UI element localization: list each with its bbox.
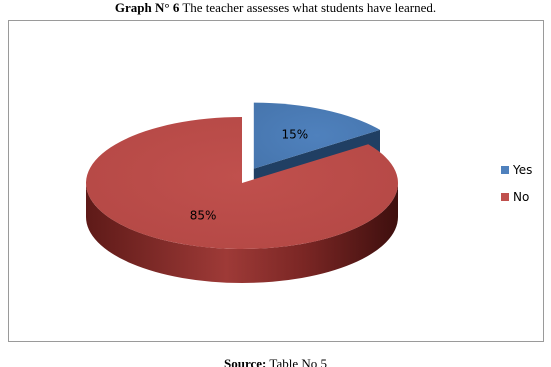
legend-swatch-no	[501, 193, 509, 201]
legend	[501, 163, 532, 204]
pie-chart	[9, 21, 545, 343]
source-note	[0, 356, 551, 367]
data-label-yes: 15%	[281, 127, 309, 142]
graph-caption-text: The teacher assesses what students have learned.	[179, 0, 437, 15]
source-text: Table No 5	[266, 356, 327, 367]
pie-slices	[86, 103, 398, 283]
legend-swatch-yes	[501, 166, 509, 174]
legend-label-no: No	[513, 190, 530, 204]
source-label: Source:	[224, 356, 267, 367]
graph-caption-label: Graph N° 6	[114, 0, 180, 15]
legend-label-yes: Yes	[513, 163, 533, 177]
data-label-no: 85%	[189, 208, 217, 223]
chart-area	[8, 20, 544, 342]
graph-caption	[0, 0, 551, 16]
